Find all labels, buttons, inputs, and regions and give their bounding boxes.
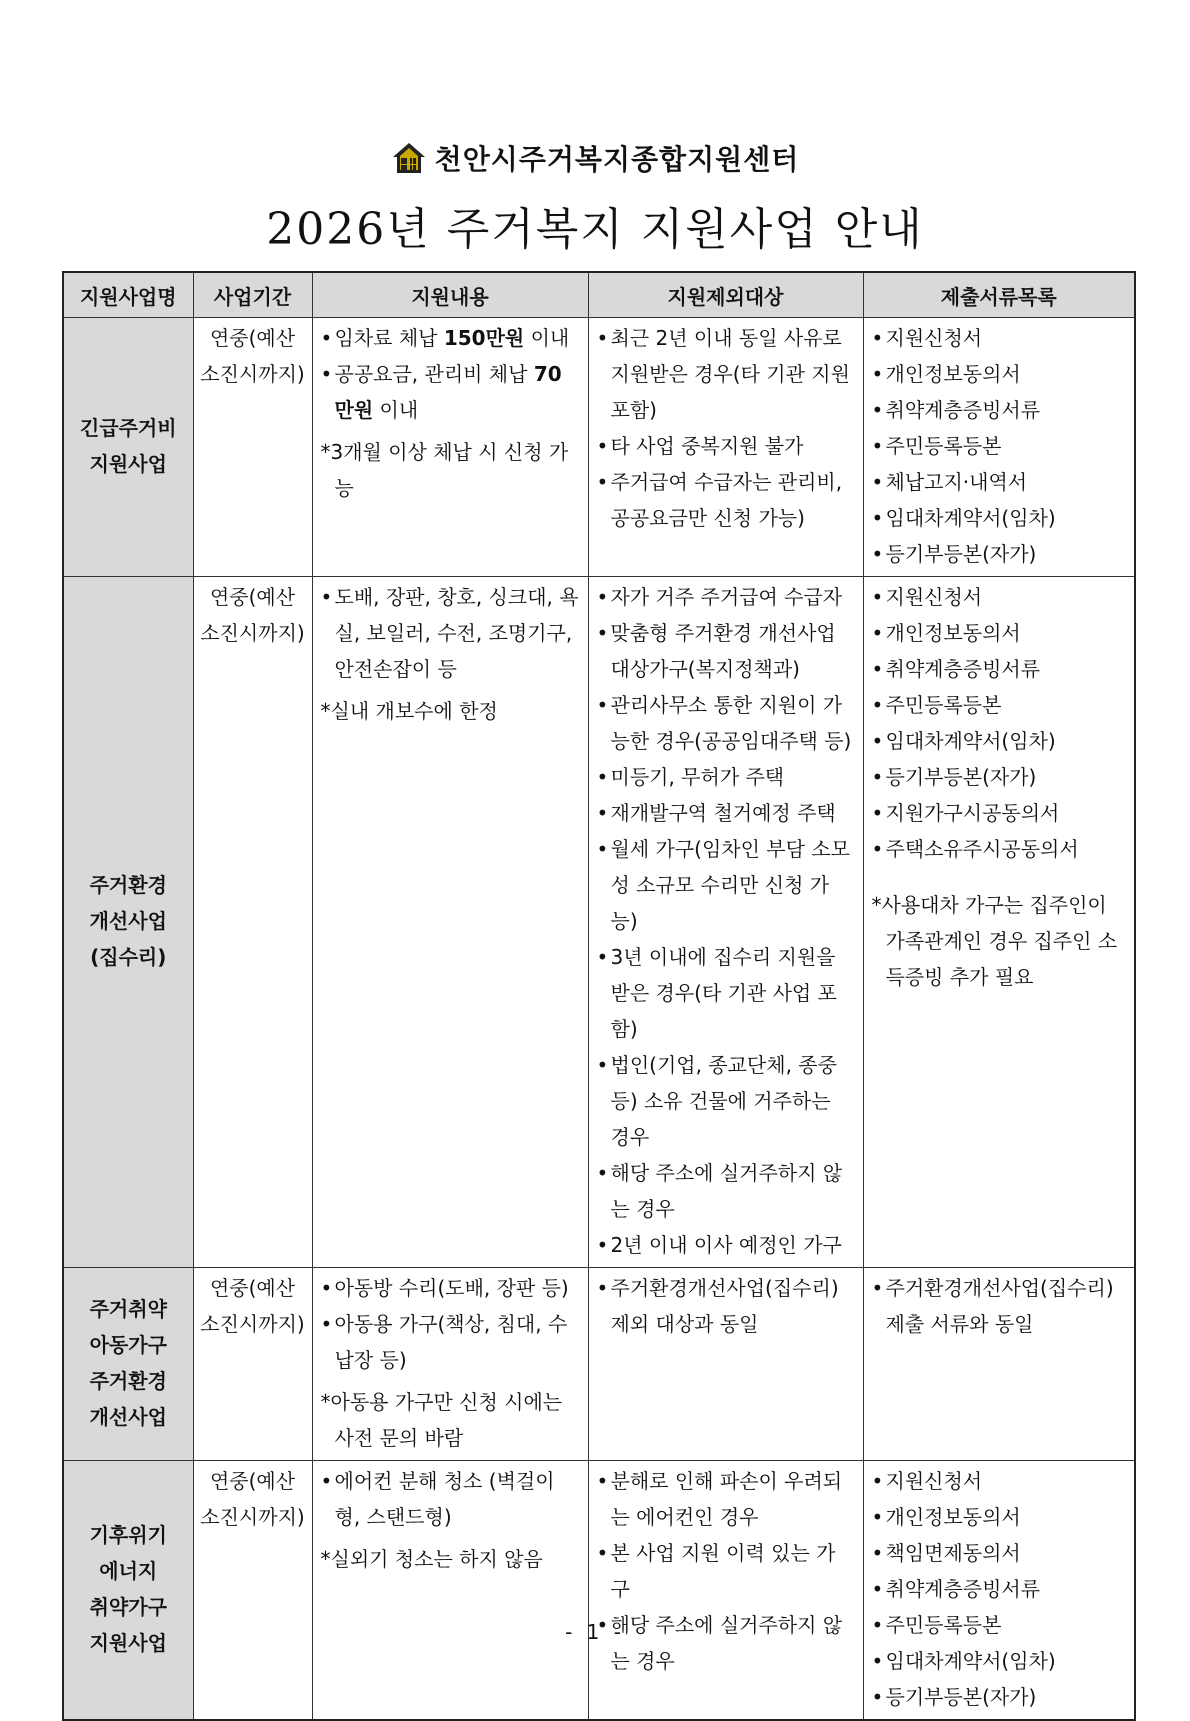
exclusion-item: • 주거급여 수급자는 관리비, 공공요금만 신청 가능) <box>597 464 855 536</box>
table-row <box>63 318 1135 577</box>
document-item: • 취약계층증빙서류 <box>872 651 1127 687</box>
exclusion-item: • 최근 2년 이내 동일 사유로 지원받은 경우(타 기관 지원 포함) <box>597 320 855 428</box>
program-name-cell <box>63 318 193 577</box>
document-item: • 지원가구시공동의서 <box>872 795 1127 831</box>
document-item: • 주거환경개선사업(집수리) 제출 서류와 동일 <box>872 1270 1127 1342</box>
exclusion-item: • 관리사무소 통한 지원이 가능한 경우(공공임대주택 등) <box>597 687 855 759</box>
page-number: - 1 - <box>565 1620 625 1644</box>
content-note: *아동용 가구만 신청 시에는 사전 문의 바람 <box>320 1390 563 1450</box>
support-content-item <box>321 579 580 687</box>
program-name-line: 긴급주거비 <box>79 416 177 440</box>
exclusion-item: • 자가 거주 주거급여 수급자 <box>597 579 855 615</box>
document-item: • 책임면제동의서 <box>872 1535 1127 1571</box>
program-name-line: 취약가구 <box>89 1595 167 1619</box>
column-header: 지원내용 <box>312 272 588 318</box>
support-content-item <box>321 320 580 356</box>
program-name-line: 지원사업 <box>89 1631 167 1655</box>
period-line: 연중(예산 <box>209 585 296 609</box>
table-row <box>63 1268 1135 1461</box>
exclusion-item: • 3년 이내에 집수리 지원을 받은 경우(타 기관 사업 포함) <box>597 939 855 1047</box>
page-title: 2026년 주거복지 지원사업 안내 <box>266 204 924 255</box>
support-content-cell <box>312 318 588 577</box>
program-name-line: 주거취약 <box>89 1297 167 1321</box>
house-logo-icon <box>391 141 427 175</box>
document-note: *사용대차 가구는 집주인이 가족관계인 경우 집주인 소득증빙 추가 필요 <box>871 893 1118 989</box>
content-note: *실외기 청소는 하지 않음 <box>320 1547 543 1571</box>
program-name-line: 주거환경 <box>89 873 167 897</box>
program-name-line: 주거환경 <box>89 1369 167 1393</box>
document-item: • 등기부등본(자가) <box>872 759 1127 795</box>
period-line: 소진시까지) <box>200 621 305 645</box>
exclusion-cell <box>588 1461 863 1721</box>
document-item: • 임대차계약서(임차) <box>872 1643 1127 1679</box>
document-item: • 지원신청서 <box>872 1463 1127 1499</box>
documents-cell <box>863 1268 1135 1461</box>
period-cell <box>193 1461 312 1721</box>
period-line: 소진시까지) <box>200 362 305 386</box>
program-name-line: 지원사업 <box>89 452 167 476</box>
column-header: 지원제외대상 <box>588 272 863 318</box>
content-text: 아동방 수리(도배, 장판 등) <box>334 1276 569 1300</box>
amount-limit: 150만원 <box>443 326 525 350</box>
program-name-line: 아동가구 <box>89 1333 167 1357</box>
program-name-cell <box>63 1461 193 1721</box>
document-item: • 주민등록등본 <box>872 687 1127 723</box>
content-text: 도배, 장판, 창호, 싱크대, 욕실, 보일러, 수전, 조명기구, 안전손잡이 등 <box>334 585 579 681</box>
program-name-line: 개선사업 <box>89 909 167 933</box>
document-item: • 개인정보동의서 <box>872 1499 1127 1535</box>
support-program-table <box>62 271 1136 1721</box>
column-header: 사업기간 <box>193 272 312 318</box>
exclusion-cell <box>588 1268 863 1461</box>
support-content-cell <box>312 1268 588 1461</box>
content-note: *3개월 이상 체납 시 신청 가능 <box>320 440 569 500</box>
document-item: • 등기부등본(자가) <box>872 536 1127 572</box>
program-name-line: 개선사업 <box>89 1405 167 1429</box>
amount-limit: 70만원 <box>334 362 562 422</box>
content-text: 임차료 체납 <box>334 326 444 350</box>
support-content-item <box>321 1306 580 1378</box>
support-content-cell <box>312 577 588 1268</box>
content-text: 이내 <box>524 326 570 350</box>
document-item: • 주택소유주시공동의서 <box>872 831 1127 867</box>
table-header-row <box>63 272 1135 318</box>
document-item: • 취약계층증빙서류 <box>872 392 1127 428</box>
exclusion-item: • 월세 가구(임차인 부담 소모성 소규모 수리만 신청 가능) <box>597 831 855 939</box>
documents-cell <box>863 1461 1135 1721</box>
org-name: 천안시주거복지종합지원센터 <box>434 143 800 176</box>
support-content-item <box>321 356 580 428</box>
program-name-cell <box>63 1268 193 1461</box>
exclusion-item: • 재개발구역 철거예정 주택 <box>597 795 855 831</box>
exclusion-item: • 타 사업 중복지원 불가 <box>597 428 855 464</box>
support-content-cell <box>312 1461 588 1721</box>
exclusion-cell <box>588 318 863 577</box>
exclusion-item: • 해당 주소에 실거주하지 않는 경우 <box>597 1607 855 1679</box>
exclusion-cell <box>588 577 863 1268</box>
table-row <box>63 577 1135 1268</box>
exclusion-item: • 본 사업 지원 이력 있는 가구 <box>597 1535 855 1607</box>
document-header <box>0 138 1190 257</box>
program-name-line: 기후위기 <box>89 1523 167 1547</box>
document-item: • 개인정보동의서 <box>872 356 1127 392</box>
content-text: 에어컨 분해 청소 (벽걸이형, 스탠드형) <box>334 1469 555 1529</box>
exclusion-item: • 해당 주소에 실거주하지 않는 경우 <box>597 1155 855 1227</box>
period-line: 소진시까지) <box>200 1312 305 1336</box>
exclusion-item: • 2년 이내 이사 예정인 가구 <box>597 1227 855 1263</box>
period-cell <box>193 318 312 577</box>
column-header: 지원사업명 <box>63 272 193 318</box>
document-item: • 주민등록등본 <box>872 1607 1127 1643</box>
document-item: • 개인정보동의서 <box>872 615 1127 651</box>
exclusion-item: • 맞춤형 주거환경 개선사업 대상가구(복지정책과) <box>597 615 855 687</box>
documents-cell <box>863 318 1135 577</box>
content-note: *실내 개보수에 한정 <box>320 699 498 723</box>
period-line: 소진시까지) <box>200 1505 305 1529</box>
org-title <box>391 138 800 178</box>
support-content-item <box>321 1463 580 1535</box>
exclusion-item: • 분해로 인해 파손이 우려되는 에어컨인 경우 <box>597 1463 855 1535</box>
document-item: • 임대차계약서(임차) <box>872 500 1127 536</box>
document-item: • 등기부등본(자가) <box>872 1679 1127 1715</box>
document-item: • 주민등록등본 <box>872 428 1127 464</box>
document-item: • 취약계층증빙서류 <box>872 1571 1127 1607</box>
period-line: 연중(예산 <box>209 1469 296 1493</box>
support-content-item <box>321 1270 580 1306</box>
period-line: 연중(예산 <box>209 1276 296 1300</box>
exclusion-item: • 법인(기업, 종교단체, 종중 등) 소유 건물에 거주하는 경우 <box>597 1047 855 1155</box>
document-item: • 지원신청서 <box>872 579 1127 615</box>
content-text: 공공요금, 관리비 체납 <box>334 362 534 386</box>
document-item: • 체납고지·내역서 <box>872 464 1127 500</box>
content-text: 아동용 가구(책상, 침대, 수납장 등) <box>334 1312 568 1372</box>
exclusion-item: • 주거환경개선사업(집수리) 제외 대상과 동일 <box>597 1270 855 1342</box>
content-text: 이내 <box>373 398 419 422</box>
exclusion-item: • 미등기, 무허가 주택 <box>597 759 855 795</box>
period-cell <box>193 1268 312 1461</box>
period-cell <box>193 577 312 1268</box>
program-name-line: 에너지 <box>99 1559 158 1583</box>
document-item: • 임대차계약서(임차) <box>872 723 1127 759</box>
period-line: 연중(예산 <box>209 326 296 350</box>
program-name-cell <box>63 577 193 1268</box>
program-name-line: (집수리) <box>90 945 167 969</box>
table-row <box>63 1461 1135 1721</box>
column-header: 제출서류목록 <box>863 272 1135 318</box>
documents-cell <box>863 577 1135 1268</box>
document-item: • 지원신청서 <box>872 320 1127 356</box>
